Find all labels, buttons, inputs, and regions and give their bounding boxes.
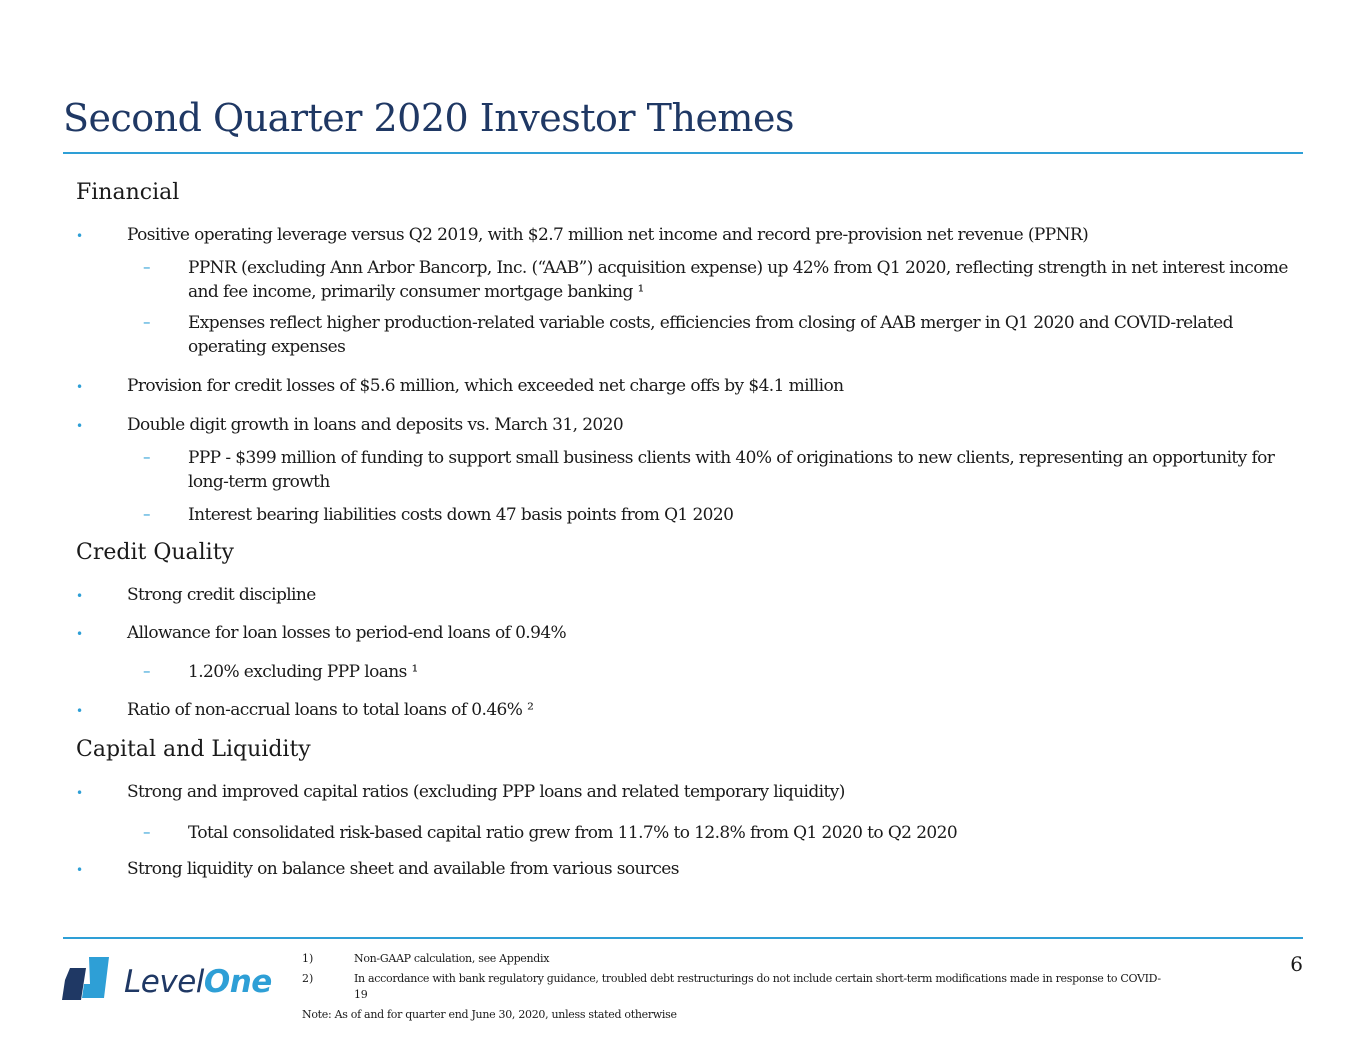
dash-icon: –: [143, 505, 151, 523]
footnote-number: 2): [302, 972, 314, 985]
section-heading-credit-quality: Credit Quality: [76, 540, 234, 565]
logo-wordmark: [124, 964, 272, 1000]
bullet-icon: •: [76, 419, 84, 433]
dash-icon: –: [143, 448, 151, 466]
bullet-text: Double digit growth in loans and deposits vs. March 31, 2020: [127, 415, 624, 435]
bullet-text: Strong credit discipline: [127, 585, 316, 605]
level-one-logo: [62, 954, 292, 1006]
logo-wordmark-one: One: [203, 964, 272, 1000]
sub-bullet-text: Expenses reflect higher production-related variable costs, efficiencies from closing of AAB merger in Q1 2020 and COVID-related operating expenses: [188, 313, 1233, 357]
page-number: 6: [1290, 952, 1303, 976]
page-title: Second Quarter 2020 Investor Themes: [63, 96, 794, 140]
footnote-text: In accordance with bank regulatory guidance, troubled debt restructurings do not include certain short-term modifications made in response to COVID-19: [354, 972, 1161, 1001]
dash-icon: –: [143, 823, 151, 841]
footnote-text: Non-GAAP calculation, see Appendix: [354, 952, 550, 965]
dash-icon: –: [143, 313, 151, 331]
bullet-icon: •: [76, 627, 84, 641]
bullet-text: Strong and improved capital ratios (excluding PPP loans and related temporary liquidity): [127, 782, 845, 802]
footnote-number: 1): [302, 952, 314, 965]
sub-bullet-text: 1.20% excluding PPP loans ¹: [188, 662, 418, 682]
bullet-icon: •: [76, 704, 84, 718]
sub-bullet-text: Total consolidated risk-based capital ratio grew from 11.7% to 12.8% from Q1 2020 to Q2 2020: [188, 823, 958, 843]
dash-icon: –: [143, 662, 151, 680]
bullet-text: Strong liquidity on balance sheet and available from various sources: [127, 859, 679, 879]
bullet-text: Allowance for loan losses to period-end loans of 0.94%: [127, 623, 567, 643]
sub-bullet-text: PPP - $399 million of funding to support small business clients with 40% of originations to new clients, representing an opportunity for long-term growth: [188, 448, 1275, 492]
bullet-icon: •: [76, 229, 84, 243]
logo-wordmark-level: Level: [124, 964, 204, 1000]
level-one-logo-mark-icon: [62, 954, 112, 1004]
bullet-text: Positive operating leverage versus Q2 2019, with $2.7 million net income and record pre-provision net revenue (PPNR): [127, 225, 1089, 245]
footer-note: Note: As of and for quarter end June 30, 2020, unless stated otherwise: [302, 1008, 677, 1021]
sub-bullet-text: Interest bearing liabilities costs down 47 basis points from Q1 2020: [188, 505, 734, 525]
bullet-icon: •: [76, 786, 84, 800]
section-heading-capital-liquidity: Capital and Liquidity: [76, 737, 311, 762]
bullet-text: Ratio of non-accrual loans to total loans of 0.46% ²: [127, 700, 534, 720]
section-heading-financial: Financial: [76, 180, 180, 205]
bullet-icon: •: [76, 380, 84, 394]
sub-bullet-text: PPNR (excluding Ann Arbor Bancorp, Inc. (“AAB”) acquisition expense) up 42% from Q1 2020, reflecting strength in net interest income and fee income, primarily consumer mortgage banking ¹: [188, 258, 1288, 302]
bullet-icon: •: [76, 863, 84, 877]
title-divider: [63, 152, 1303, 154]
footer-divider: [63, 937, 1303, 939]
bullet-icon: •: [76, 589, 84, 603]
bullet-text: Provision for credit losses of $5.6 million, which exceeded net charge offs by $4.1 million: [127, 376, 844, 396]
dash-icon: –: [143, 258, 151, 276]
